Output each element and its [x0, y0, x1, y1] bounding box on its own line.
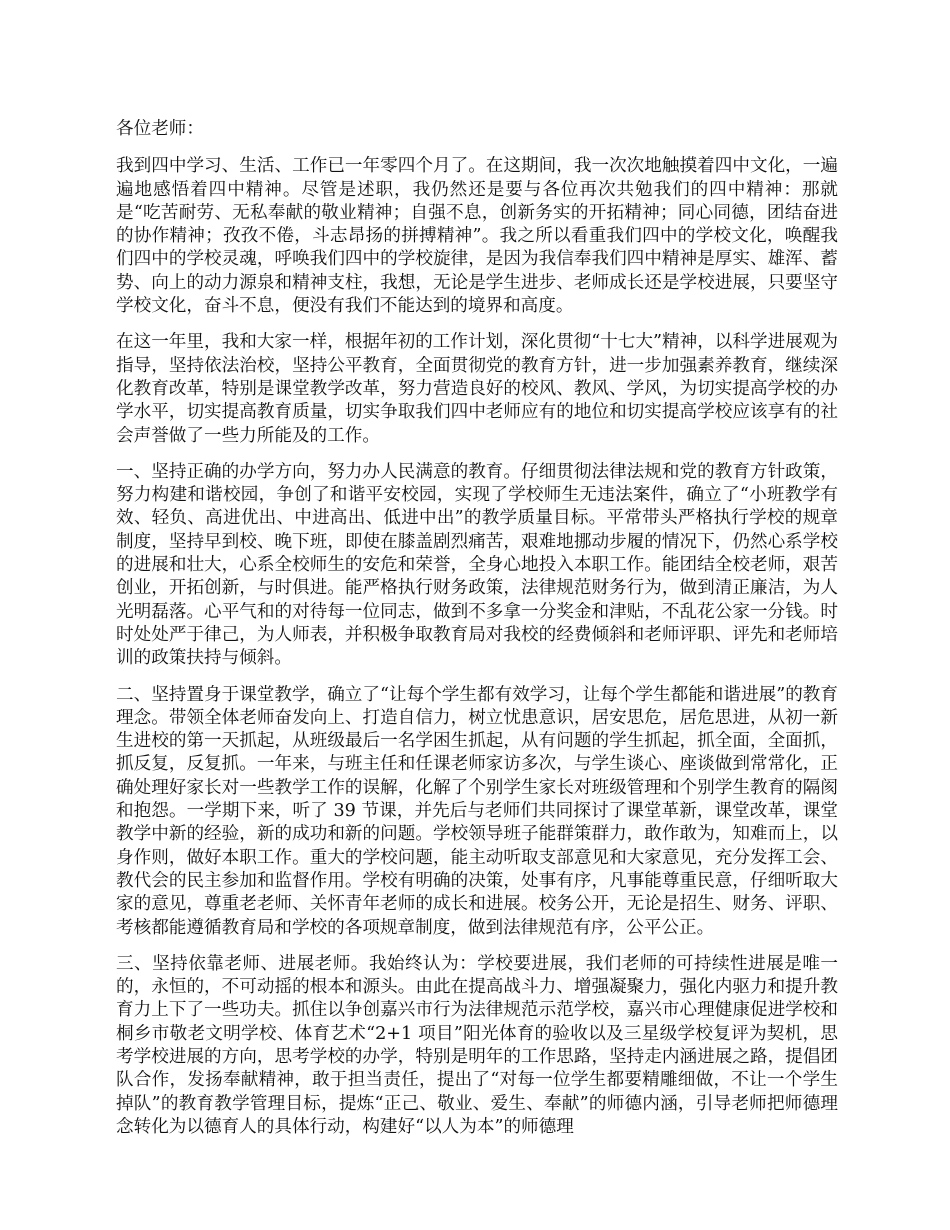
salutation: 各位老师： [116, 119, 204, 139]
paragraph-overview: 在这一年里，我和大家一样，根据年初的工作计划，深化贯彻“十七大”精神，以科学进展观为指导，坚持依法治校，坚持公平教育，全面贯彻党的教育方针，进一步加强素养教育，继续深化教育改革，特别是课堂教学改革，努力营造良好的校风、教风、学风，为切实提高学校的办学水平，切实提高教育质量，切实争取我们四中老师应有的地位和切实提高学校应该享有的社会声誉做了一些力所能及的工作。 [116, 332, 838, 446]
paragraph-section-two: 二、坚持置身于课堂教学，确立了“让每个学生都有效学习，让每个学生都能和谐进展”的教育理念。带领全体老师奋发向上、打造自信力，树立忧患意识，居安思危，居危思进，从初一新生进校的第一天抓起，从班级最后一名学困生抓起，从有问题的学生抓起，抓全面，全面抓，抓反复，反复抓。一年来，与班主任和任课老师家访多次，与学生谈心、座谈做到常常化，正确处理好家长对一些教学工作的误解，化解了个别学生家长对班级管理和个别学生教育的隔阂和抱怨。一学期下来，听了 39 节课，并先后与老师们共同探讨了课堂革新，课堂改革，课堂教学中新的经验，新的成功和新的问题。学校领导班子能群策群力，敢作敢为，知难而上，以身作则，做好本职工作。重大的学校问题，能主动听取支部意见和大家意见，充分发挥工会、教代会的民主参加和监督作用。学校有明确的决策，处事有序，凡事能尊重民意，仔细听取大家的意见，尊重老老师、关怀青年老师的成长和进展。校务公开，无论是招生、财务、评职、考核都能遵循教育局和学校的各项规章制度，做到法律规范有序，公平公正。 [116, 684, 838, 938]
document-page [116, 118, 838, 1152]
paragraph-intro: 我到四中学习、生活、工作已一年零四个月了。在这期间，我一次次地触摸着四中文化，一遍遍地感悟着四中精神。尽管是述职，我仍然还是要与各位再次共勉我们的四中精神：那就是“吃苦耐劳、无私奉献的敬业精神；自强不息，创新务实的开拓精神；同心同德，团结奋进的协作精神；孜孜不倦，斗志昂扬的拼搏精神”。我之所以看重我们四中的学校文化，唤醒我们四中的学校灵魂，呼唤我们四中的学校旋律，是因为我信奉我们四中精神是厚实、雄浑、蓄势、向上的动力源泉和精神支柱，我想，无论是学生进步、老师成长还是学校进展，只要坚守学校文化，奋斗不息，便没有我们不能达到的境界和高度。 [116, 156, 838, 317]
paragraph-section-one: 一、坚持正确的办学方向，努力办人民满意的教育。仔细贯彻法律法规和党的教育方针政策，努力构建和谐校园，争创了和谐平安校园，实现了学校师生无违法案件，确立了“小班教学有效、轻负、高进优出、中进高出、低进中出”的教学质量目标。平常带头严格执行学校的规章制度，坚持早到校、晚下班，即使在膝盖剧烈痛苦，艰难地挪动步履的情况下，仍然心系学校的进展和壮大，心系全校师生的安危和荣誉，全身心地投入本职工作。能团结全校老师，艰苦创业，开拓创新，与时俱进。能严格执行财务政策，法律规范财务行为，做到清正廉洁，为人光明磊落。心平气和的对待每一位同志，做到不多拿一分奖金和津贴，不乱花公家一分钱。时时处处严于律己，为人师表，并积极争取教育局对我校的经费倾斜和老师评职、评先和老师培训的政策扶持与倾斜。 [116, 461, 838, 669]
paragraph-section-three: 三、坚持依靠老师、进展老师。我始终认为：学校要进展，我们老师的可持续性进展是唯一的，永恒的，不可动摇的根本和源头。由此在提高战斗力、增强凝聚力，强化内驱力和提升教育力上下了一些功夫。抓住以争创嘉兴市行为法律规范示范学校，嘉兴市心理健康促进学校和桐乡市敬老文明学校、体育艺术“2+1 项目”阳光体育的验收以及三星级学校复评为契机，思考学校进展的方向，思考学校的办学，特别是明年的工作思路，坚持走内涵进展之路，提倡团队合作，发扬奉献精神，敢于担当责任，提出了“对每一位学生都要精雕细做，不让一个学生掉队”的教育教学管理目标，提炼“正己、敬业、爱生、奉献”的师德内涵，引导老师把师德理念转化为以德育人的具体行动，构建好“以人为本”的师德理 [116, 953, 838, 1137]
